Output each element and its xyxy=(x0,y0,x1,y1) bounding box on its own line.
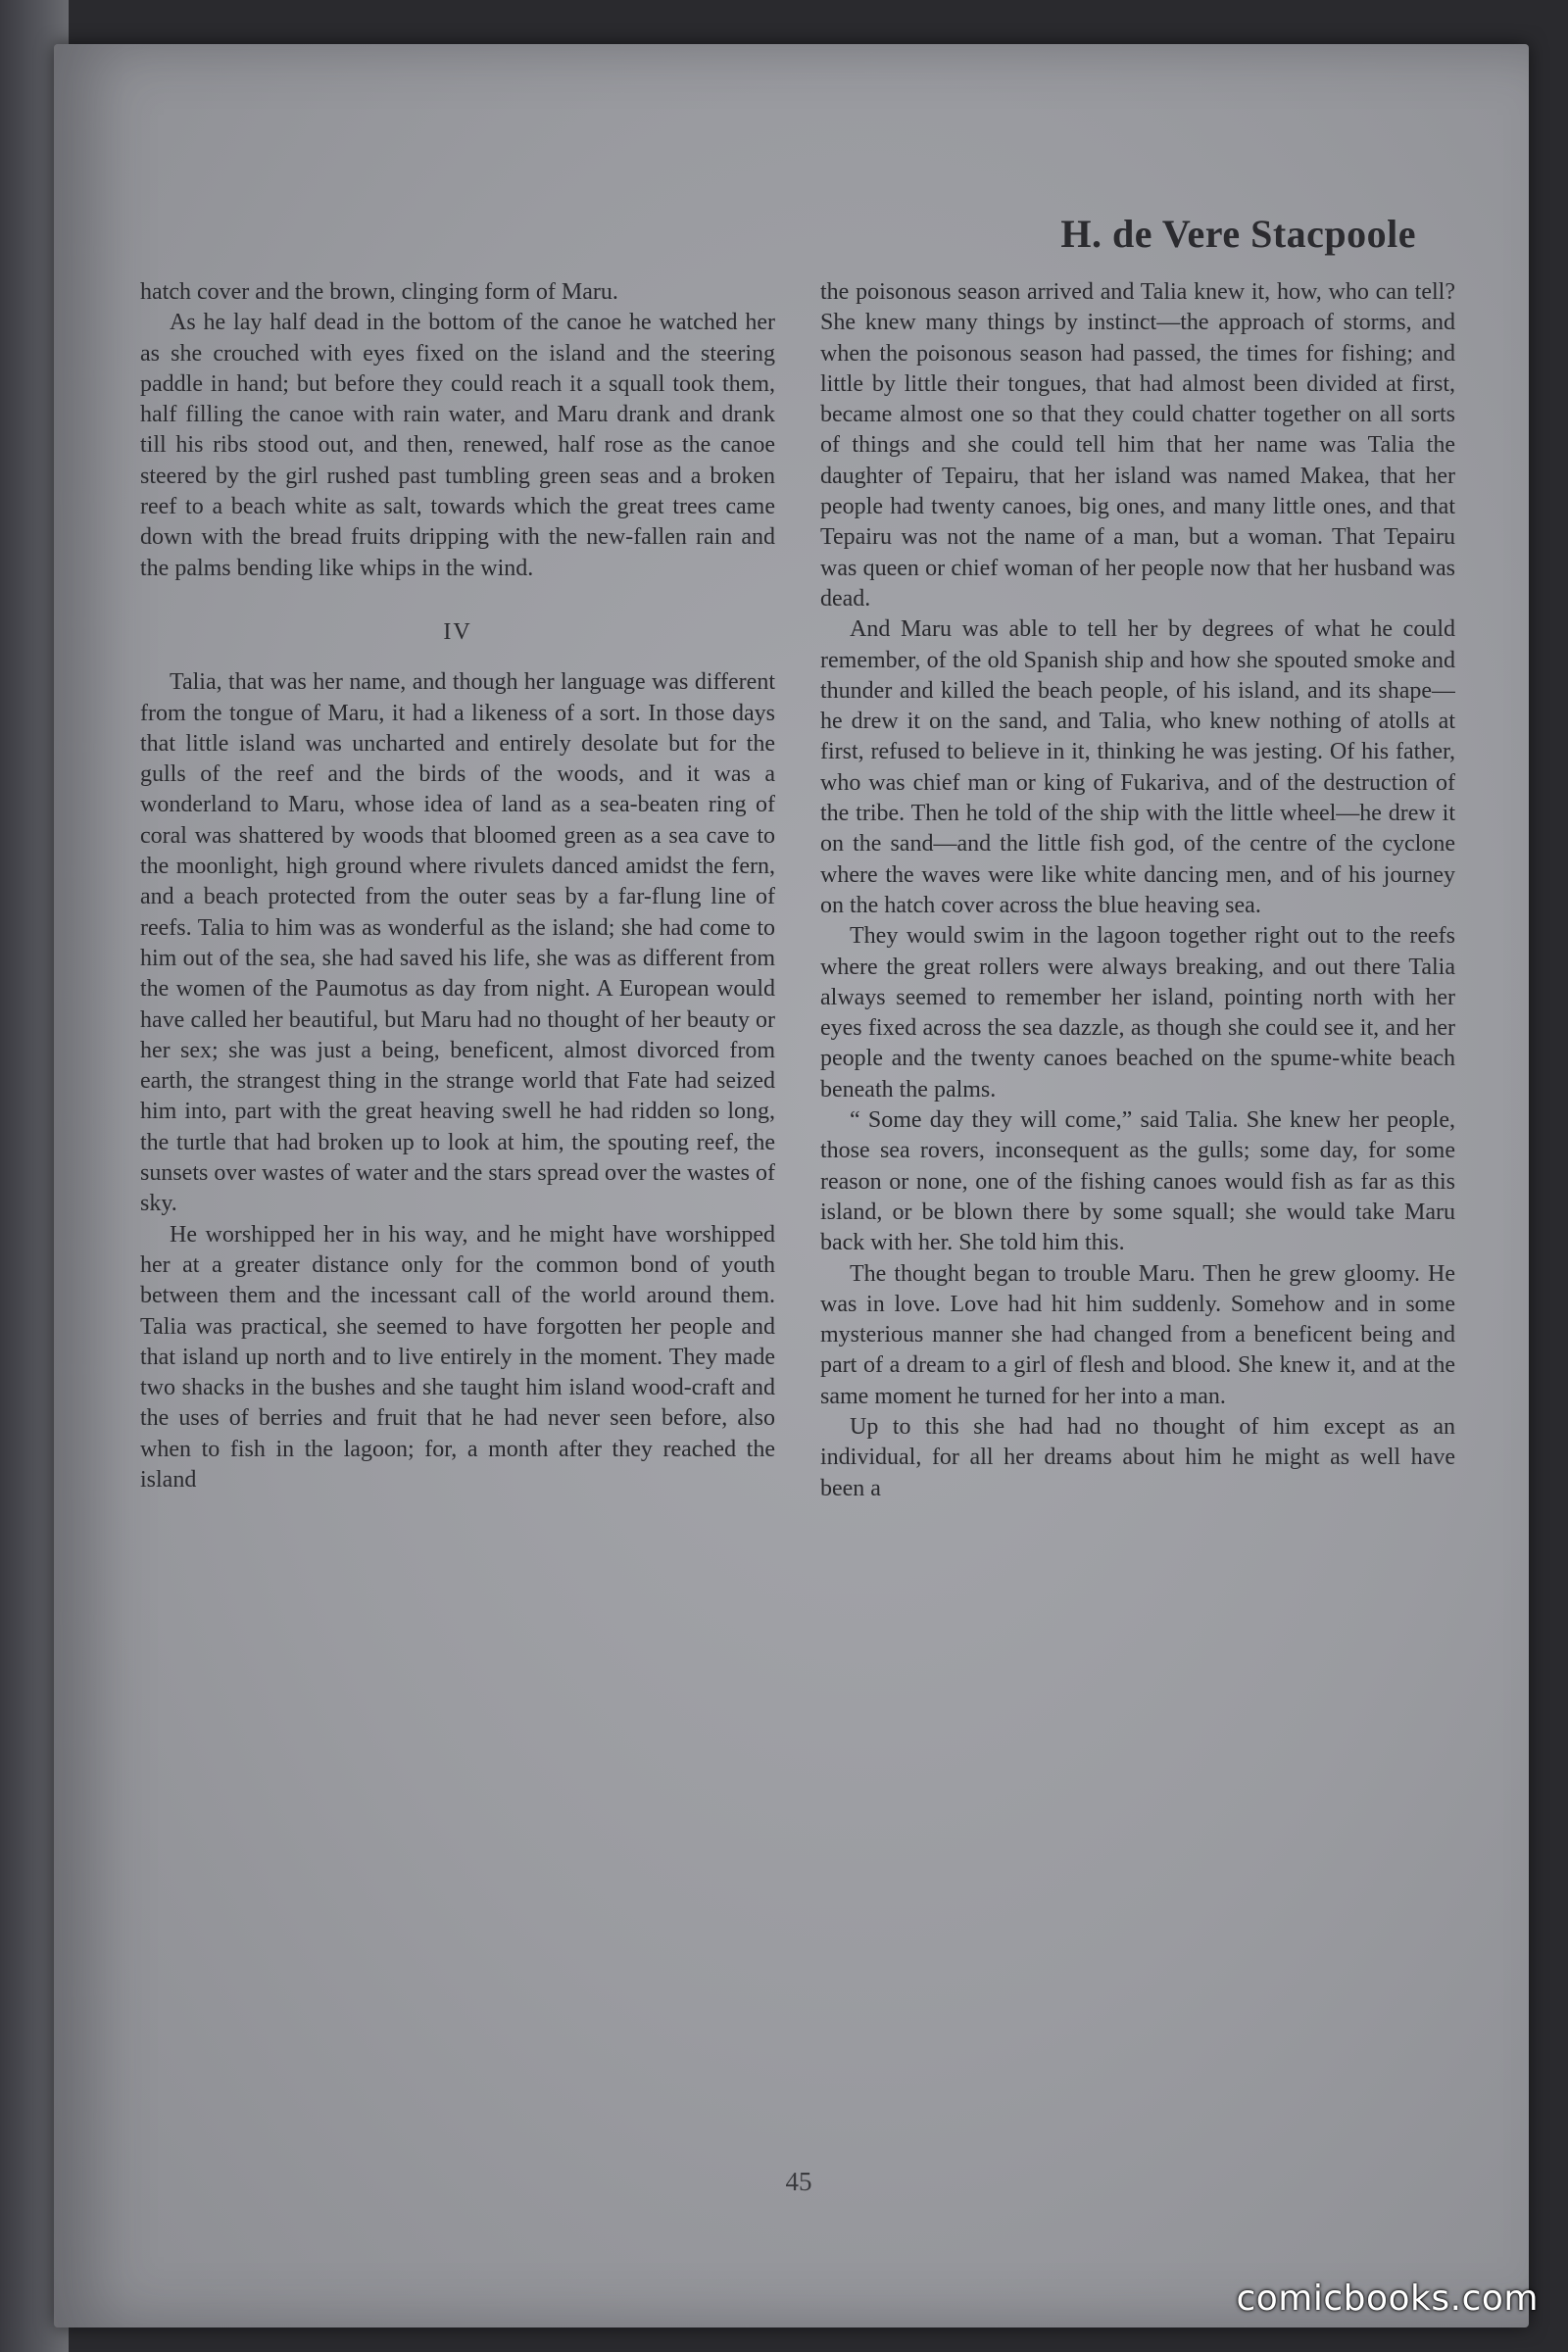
left-text-column xyxy=(140,277,775,2139)
paragraph: hatch cover and the brown, clinging form of Maru. xyxy=(140,279,618,305)
running-header-author: H. de Vere Stacpoole xyxy=(1060,212,1416,256)
paragraph: the poisonous season arrived and Talia knew it, how, who can tell? She knew many things by instinct—the approach of storms, and when the poisonous season had passed, the times for fishing; and little by little their tongues, that had almost been divided at first, became almost one so that they could chatter together on all sorts of things and she could tell him that her name was Talia the daughter of Tepairu, that her island was named Makea, that her people had twenty canoes, big ones, and many little ones, and that Tepairu was not the name of a man, but a woman. That Tepairu was queen or chief woman of her people now that her husband was dead. xyxy=(820,279,1455,612)
site-watermark: comicbooks.com xyxy=(1236,2278,1539,2319)
page-number: 45 xyxy=(785,2167,812,2196)
paragraph: “ Some day they will come,” said Talia. She knew her people, those sea rovers, inconsequent as the gulls; some day, for some reason or none, one of the fishing canoes would fish as far as this island, or be blown there by some squall; she would take Maru back with her. She told him this. xyxy=(820,1107,1455,1256)
right-text-column xyxy=(820,277,1455,2139)
paragraph: The thought began to trouble Maru. Then he grew gloomy. He was in love. Love had hit him suddenly. Somehow and in some mysterious manner she had changed from a beneficent being and part of a dream to a girl of flesh and blood. She knew it, and at the same moment he turned for her into a man. xyxy=(820,1260,1455,1409)
section-heading: IV xyxy=(443,618,472,645)
paragraph: As he lay half dead in the bottom of the canoe he watched her as she crouched with eyes fixed on the island and the steering paddle in hand; but before they could reach it a squall took them, half filling the canoe with rain water, and Maru drank and drank till his ribs stood out, and then, renewed, half rose as the canoe steered by the girl rushed past tumbling green seas and a broken reef to a beach white as salt, towards which the great trees came down with the bread fruits dripping with the new-fallen rain and the palms bending like whips in the wind. xyxy=(140,310,775,581)
paragraph: And Maru was able to tell her by degrees of what he could remember, of the old Spanish ship and how she spouted smoke and thunder and killed the beach people, of his island, and its shape—he drew it on the sand, and Talia, who knew nothing of atolls at first, refused to believe in it, thinking he was jesting. Of his father, who was chief man or king of Fukariva, and of the destruction of the tribe. Then he told of the ship with the little wheel—he drew it on the sand—and the little fish god, of the centre of the cyclone where the waves were like white dancing men, and of his journey on the hatch cover across the blue heaving sea. xyxy=(820,616,1455,918)
magazine-page xyxy=(54,44,1529,2328)
paragraph: Talia, that was her name, and though her language was different from the tongue of Maru, it had a likeness of a sort. In those days that little island was uncharted and entirely desolate but for the gulls of the reef and the birds of the woods, and it was a wonderland to Maru, whose idea of land as a sea-beaten ring of coral was shattered by woods that bloomed green as a sea cave to the moonlight, high ground where rivulets danced amidst the fern, and a beach protected from the outer seas by a far-flung line of reefs. Talia to him was as wonderful as the island; she had come to him out of the sea, she had saved his life, she was as different from the women of the Paumotus as day from night. A European would have called her beautiful, but Maru had no thought of her beauty or her sex; she was just a being, beneficent, almost divorced from earth, the strangest thing in the strange world that Fate had seized him into, part with the great heaving swell he had ridden so long, the turtle that had broken up to look at him, the spouting reef, the sunsets over wastes of water and the stars spread over the wastes of sky. xyxy=(140,669,775,1217)
paragraph: They would swim in the lagoon together right out to the reefs where the great rollers were always breaking, and out there Talia always seemed to remember her island, pointing north with her eyes fixed across the sea dazzle, as though she could see it, and her people and the twenty canoes beached on the spume-white beach beneath the palms. xyxy=(820,923,1455,1102)
paragraph: Up to this she had had no thought of him except as an individual, for all her dreams about him he might as well have been a xyxy=(820,1413,1455,1501)
paragraph: He worshipped her in his way, and he might have worshipped her at a greater distance only for the common bond of youth between them and the incessant call of the world around them. Talia was practical, she seemed to have forgotten her people and that island up north and to live entirely in the moment. They made two shacks in the bushes and she taught him island wood-craft and the uses of berries and fruit that he had never seen before, also when to fish in the lagoon; for, a month after they reached the island xyxy=(140,1221,775,1493)
